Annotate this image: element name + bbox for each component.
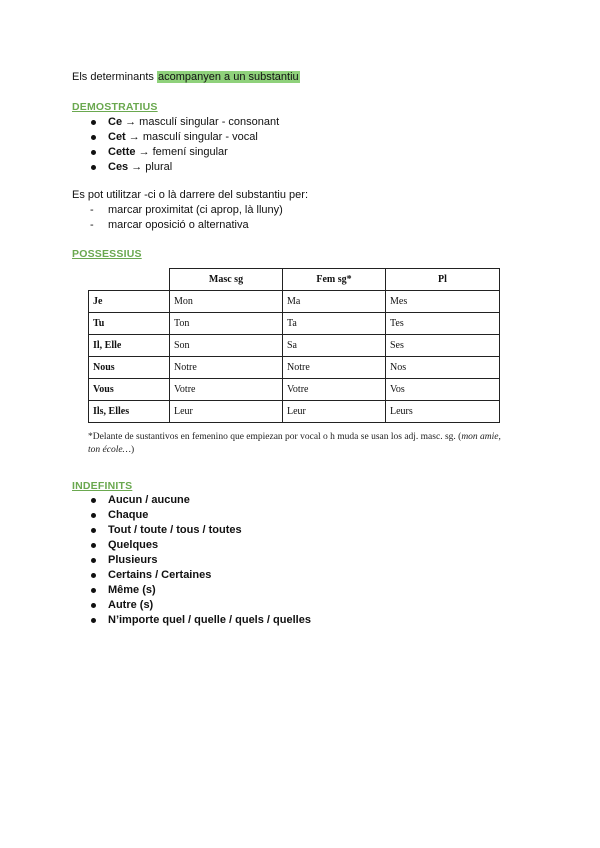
usage-paragraph: Es pot utilitzar -ci o là darrere del substantiu per: — [72, 189, 309, 201]
list-item: - marcar proximitat (ci aprop, là lluny) — [72, 203, 283, 218]
table-header-row — [89, 269, 500, 291]
list-item — [72, 160, 279, 175]
table-cell: Mes — [386, 291, 500, 313]
term-description: → femení singular — [135, 146, 228, 158]
table-header: Fem sg* — [283, 269, 386, 291]
term-description: → plural — [128, 161, 173, 173]
table-row — [89, 401, 500, 423]
list-item: Tout / toute / tous / toutes — [72, 523, 311, 538]
table-header: Masc sg — [170, 269, 283, 291]
table-header-empty — [89, 269, 170, 291]
table-cell: Tu — [89, 313, 170, 335]
highlighted-text: acompanyen a un substantiu — [157, 71, 299, 83]
table-cell: Vos — [386, 379, 500, 401]
term-description: → masculí singular - vocal — [125, 131, 258, 143]
list-item: Plusieurs — [72, 553, 311, 568]
table-cell: Nous — [89, 357, 170, 379]
footnote-end: ) — [131, 445, 135, 455]
table-cell: Tes — [386, 313, 500, 335]
table-cell: Ta — [283, 313, 386, 335]
table-row — [89, 357, 500, 379]
list-item: Chaque — [72, 508, 311, 523]
table-cell: Vous — [89, 379, 170, 401]
table-row — [89, 335, 500, 357]
table-cell: Notre — [283, 357, 386, 379]
list-item: Certains / Certaines — [72, 568, 311, 583]
indefinits-heading: INDEFINITS — [72, 480, 133, 492]
term: Cette — [108, 146, 136, 158]
indefinits-list — [72, 493, 311, 628]
intro-line — [72, 71, 300, 83]
demostratius-list — [72, 115, 279, 175]
table-row — [89, 379, 500, 401]
table-cell: Son — [170, 335, 283, 357]
term: Ce — [108, 116, 123, 128]
list-item — [72, 145, 279, 160]
table-cell: Ses — [386, 335, 500, 357]
table-cell: Votre — [283, 379, 386, 401]
footnote-text: *Delante de sustantivos en femenino que empiezan por vocal o h muda se usan los adj. masc. sg. ( — [88, 432, 462, 442]
table-cell: Leurs — [386, 401, 500, 423]
list-item: N’importe quel / quelle / quels / quelles — [72, 613, 311, 628]
list-item: - marcar oposició o alternativa — [72, 218, 283, 233]
table-cell: Ils, Elles — [89, 401, 170, 423]
table-cell: Il, Elle — [89, 335, 170, 357]
table-footnote — [88, 431, 508, 457]
list-item — [72, 130, 279, 145]
table-cell: Je — [89, 291, 170, 313]
possessives-table — [88, 268, 500, 423]
list-item: Aucun / aucune — [72, 493, 311, 508]
table-cell: Notre — [170, 357, 283, 379]
demostratius-heading: DEMOSTRATIUS — [72, 101, 158, 113]
table-cell: Leur — [170, 401, 283, 423]
term: Ces — [108, 161, 129, 173]
table-cell: Leur — [283, 401, 386, 423]
table-cell: Nos — [386, 357, 500, 379]
term: Cet — [108, 131, 126, 143]
table-row — [89, 313, 500, 335]
table-cell: Votre — [170, 379, 283, 401]
table-cell: Mon — [170, 291, 283, 313]
list-item: Autre (s) — [72, 598, 311, 613]
possessius-heading: POSSESSIUS — [72, 248, 142, 260]
table-cell: Sa — [283, 335, 386, 357]
table-cell: Ton — [170, 313, 283, 335]
list-item: Quelques — [72, 538, 311, 553]
table-cell: Ma — [283, 291, 386, 313]
list-item — [72, 115, 279, 130]
usage-list — [72, 203, 283, 233]
table-row — [89, 291, 500, 313]
footnote-examples: mon amie, ton école… — [88, 432, 501, 455]
intro-text: Els determinants — [72, 71, 157, 83]
table-header: Pl — [386, 269, 500, 291]
term-description: → masculí singular - consonant — [122, 116, 280, 128]
list-item: Même (s) — [72, 583, 311, 598]
